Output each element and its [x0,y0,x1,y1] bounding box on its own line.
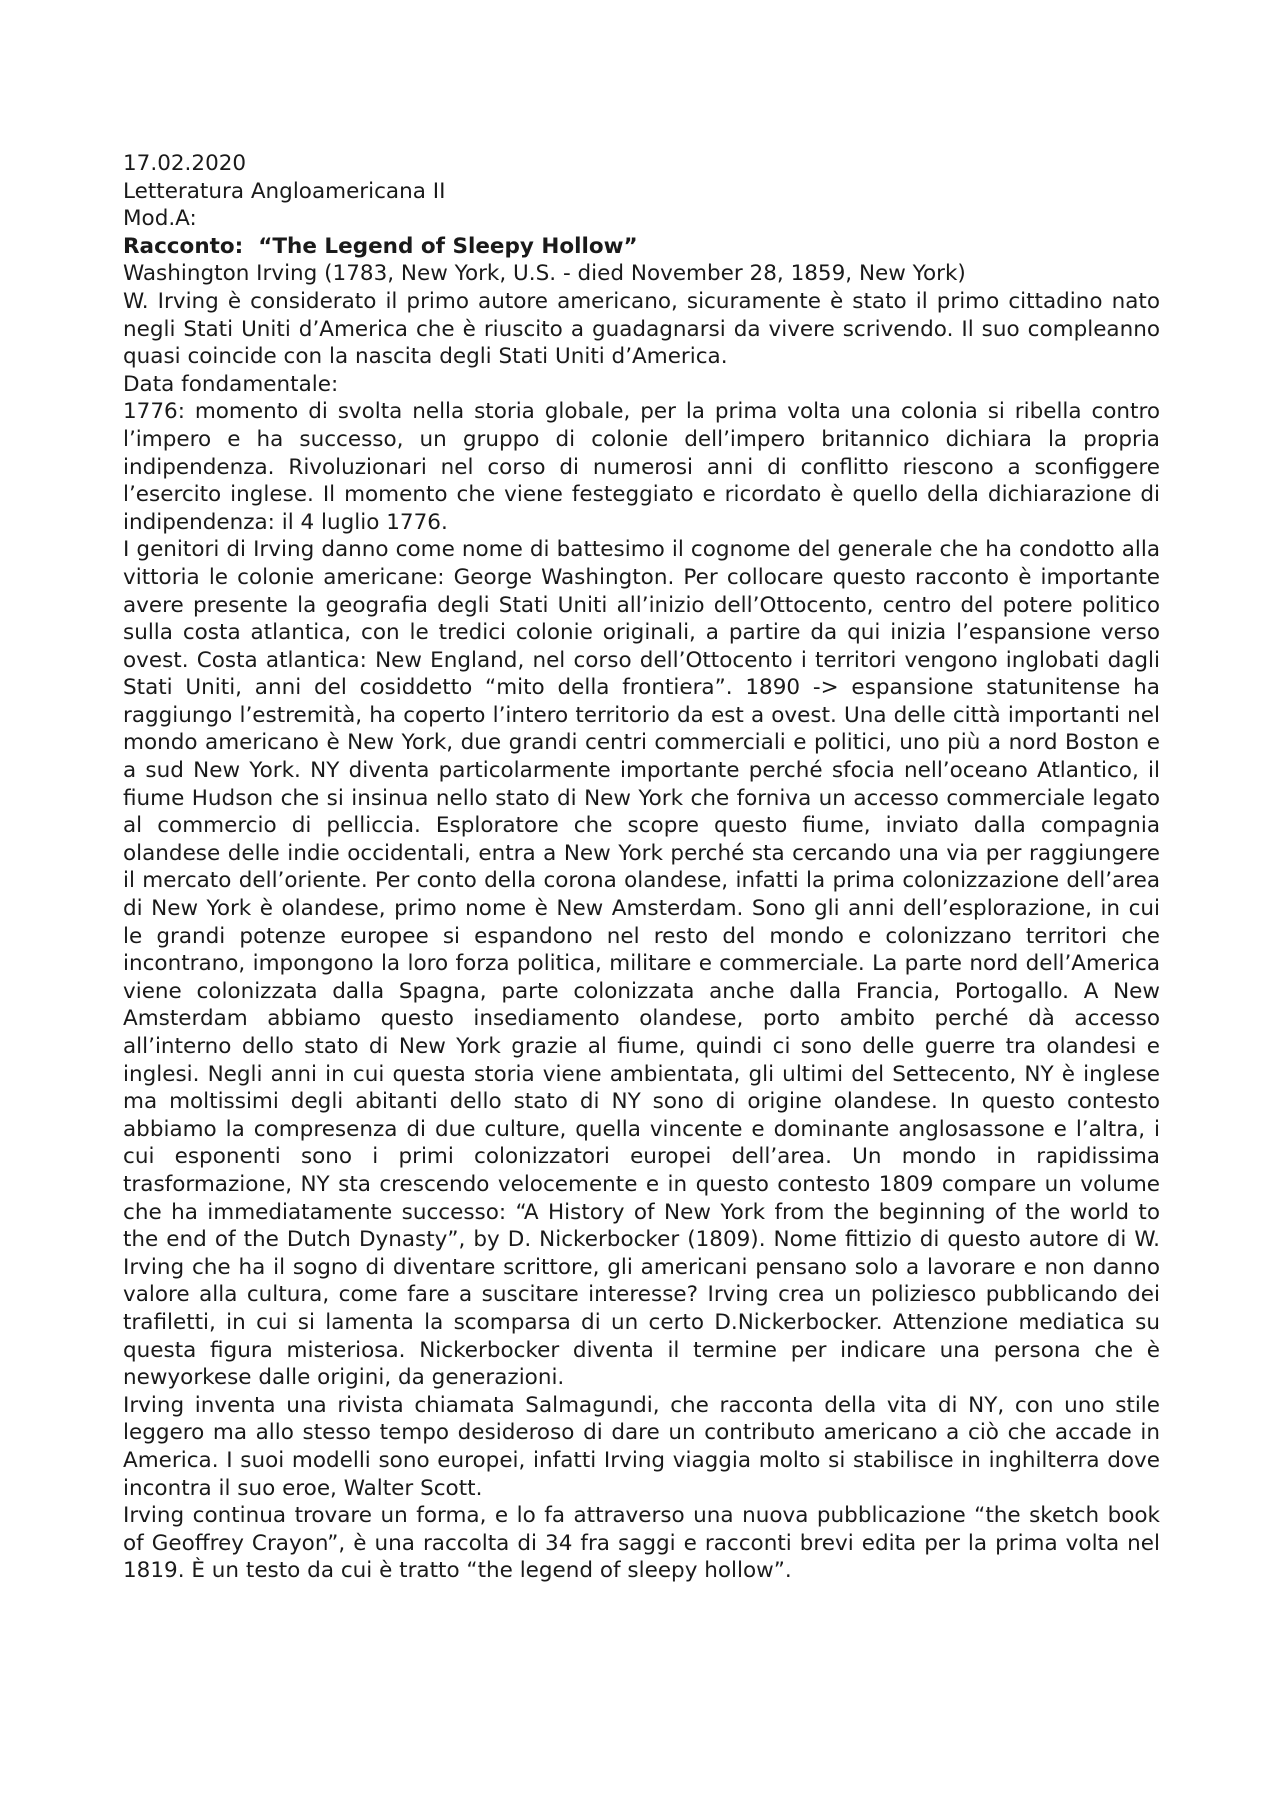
paragraph-1776: 1776: momento di svolta nella storia globale, per la prima volta una colonia si ribella contro l’impero e ha successo, un gruppo di colonie dell’impero britannico dichiara la propria indipendenza. Rivoluzionari nel corso di numerosi anni di conflitto riescono a sconfiggere l’esercito inglese. Il momento che viene festeggiato e ricordato è quello della dichiarazione di indipendenza: il 4 luglio 1776. [123,399,1160,535]
document-date: 17.02.2020 [123,151,247,176]
paragraph-salmagundi: Irving inventa una rivista chiamata Salmagundi, che racconta della vita di NY, con uno stile leggero ma allo stesso tempo desideroso di dare un contributo americano a ciò che accade in America. I suoi modelli sono europei, infatti Irving viaggia molto si stabilisce in inghilterra dove incontra il suo eroe, Walter Scott. [123,1392,1160,1501]
author-line: Washington Irving (1783, New York, U.S. - died November 28, 1859, New York) [123,261,966,287]
course-name: Letteratura Angloamericana II [123,178,446,204]
paragraph-sketch-book: Irving continua trovare un forma, e lo fa attraverso una nuova pubblicazione “the sketch book of Geoffrey Crayon”, è una raccolta di 34 fra saggi e racconti brevi edita per la prima volta nel 1819. È un testo da cui è tratto “the legend of sleepy hollow”. [123,1503,1160,1584]
paragraph-history: I genitori di Irving danno come nome di battesimo il cognome del generale che ha condotto alla vittoria le colonie americane: George Washington. Per collocare questo racconto è importante avere presente la geografia degli Stati Uniti all’inizio dell’Ottocento, centro del potere politico sulla costa atlantica, con le tredici colonie originali, a partire da qui inizia l’espansione verso ovest. Costa atlantica: New England, nel corso dell’Ottocento i territori vengono inglobati dagli Stati Uniti, anni del cosiddetto “mito della frontiera”. 1890 -> espansione statunitense ha raggiungo l’estremità, ha coperto l’intero territorio da est a ovest. Una delle città importanti nel mondo americano è New York, due grandi centri commerciali e politici, uno più a nord Boston e a sud New York. NY diventa particolarmente importante perché sfocia nell’oceano Atlantico, il fiume Hudson che si insinua nello stato di New York che forniva un accesso commerciale legato al commercio di pelliccia. Esploratore che scopre questo fiume, inviato dalla compagnia olandese delle indie occidentali, entra a New York perché sta cercando una via per raggiungere il mercato dell’oriente. Per conto della corona olandese, infatti la prima colonizzazione dell’area di New York è olandese, primo nome è New Amsterdam. Sono gli anni dell’esplorazione, in cui le grandi potenze europee si espandono nel resto del mondo e colonizzano territori che incontrano, impongono la loro forza politica, militare e commerciale. La parte nord dell’America viene colonizzata dalla Spagna, parte colonizzata anche dalla Francia, Portogallo. A New Amsterdam abbiamo questo insediamento olandese, porto ambito perché dà accesso all’interno dello stato di New York grazie al fiume, quindi ci sono delle guerre tra olandesi e inglesi. Negli anni in cui questa storia viene ambientata, gli ultimi del Settecento, NY è inglese ma moltissimi degli abitanti dello stato di NY sono di origine olandese. In questo contesto abbiamo la compresenza di due culture, quella vincente e dominante anglosassone e l’altra, i cui esponenti sono i primi colonizzatori europei dell’area. Un mondo in rapidissima trasformazione, NY sta crescendo velocemente e in questo contesto 1809 compare un volume che ha immediatamente successo: “A History of New York from the beginning of the world to the end of the Dutch Dynasty”, by D. Nickerbocker (1809). Nome fittizio di questo autore di W. Irving che ha il sogno di diventare scrittore, gli americani pensano solo a lavorare e non danno valore alla cultura, come fare a suscitare interesse? Irving crea un poliziesco pubblicando dei trafiletti, in cui si lamenta la scomparsa di un certo D.Nickerbocker. Attenzione mediatica su questa figura misteriosa. Nickerbocker diventa il termine per indicare una persona che è newyorkese dalle origini, da generazioni. [123,537,1160,1391]
document-title: Racconto: “The Legend of Sleepy Hollow” [123,233,638,259]
module-label: Mod.A: [123,206,197,232]
paragraph-key-date-label: Data fondamentale: [123,371,339,397]
document-page [123,150,1160,1585]
paragraph-intro: W. Irving è considerato il primo autore americano, sicuramente è stato il primo cittadino nato negli Stati Uniti d’America che è riuscito a guadagnarsi da vivere scrivendo. Il suo compleanno quasi coincide con la nascita degli Stati Uniti d’America. [123,288,1160,370]
